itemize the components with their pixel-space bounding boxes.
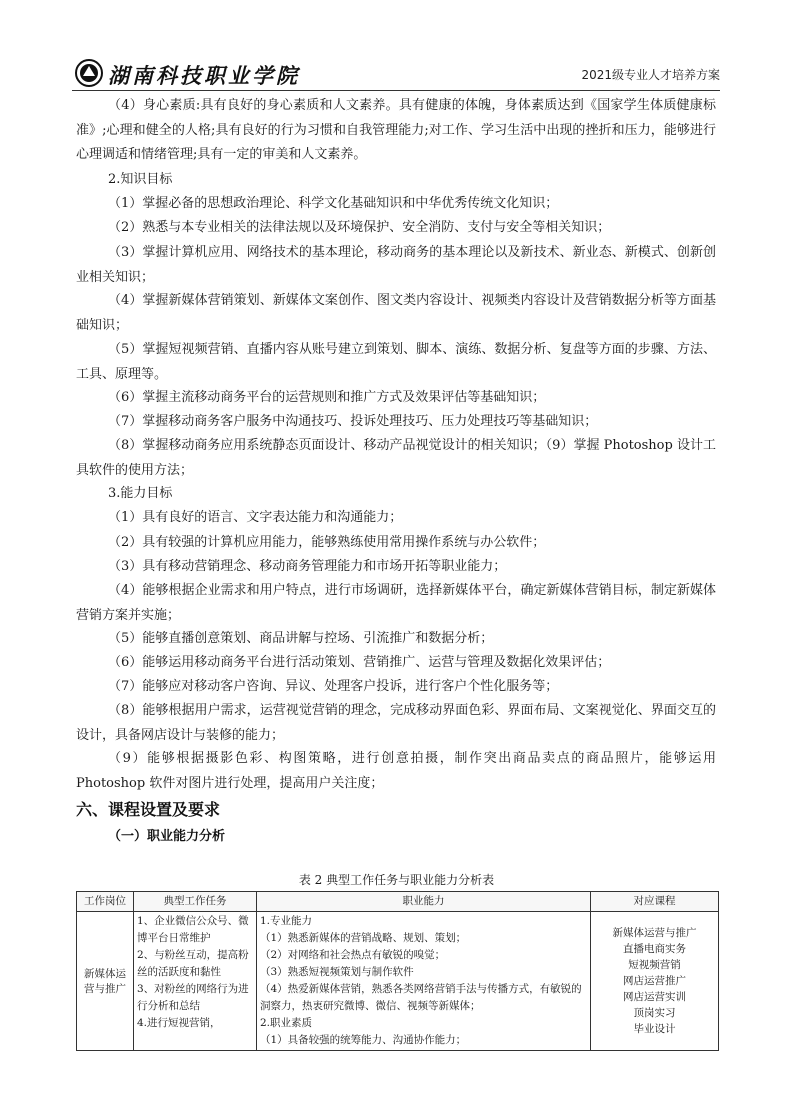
ability-item-6: （6）能够运用移动商务平台进行活动策划、营销推广、运营与管理及数据化效果评估； (108, 655, 611, 670)
task-item: 1、企业微信公众号、微博平台日常维护 (137, 915, 249, 944)
ability-line: （2）对网络和社会热点有敏锐的嗅觉； (260, 949, 446, 961)
ability-line: （1）具备较强的统筹能力、沟通协作能力； (260, 1034, 467, 1046)
header-job-post: 工作岗位 (77, 892, 134, 912)
task-item: 3、对粉丝的网络行为进行分析和总结 (137, 983, 249, 1012)
course-item: 短视频营销 (628, 959, 681, 971)
course-item: 直播电商实务 (623, 943, 686, 955)
table-header-row (77, 892, 719, 912)
knowledge-item-5: （5）掌握短视频营销、直播内容从账号建立到策划、脚本、演练、数据分析、复盘等方面的步骤、方法、工具、原理等。 (76, 342, 716, 382)
ability-line: （1）熟悉新媒体的营销战略、规划、策划； (260, 932, 467, 944)
header-course: 对应课程 (591, 892, 719, 912)
ability-line: 1.专业能力 (260, 915, 313, 927)
section-subheading: （一）职业能力分析 (108, 829, 226, 844)
knowledge-item-7: （7）掌握移动商务客户服务中沟通技巧、投诉处理技巧、压力处理技巧等基础知识； (108, 414, 598, 429)
ability-item-2: （2）具有较强的计算机应用能力，能够熟练使用常用操作系统与办公软件； (108, 535, 546, 550)
course-item: 网店运营推广 (623, 975, 686, 987)
heading-knowledge-goals: 2.知识目标 (108, 172, 173, 187)
task-cell (134, 912, 257, 1051)
knowledge-item-2: （2）熟悉与本专业相关的法律法规以及环境保护、安全消防、支付与安全等相关知识； (108, 220, 611, 235)
ability-item-1: （1）具有良好的语言、文字表达能力和沟通能力； (108, 510, 403, 525)
ability-line: （4）热爱新媒体营销，熟悉各类网络营销手法与传播方式，有敏锐的洞察力，热衷研究微博、微信、视频等新媒体； (260, 983, 582, 1012)
ability-item-4: （4）能够根据企业需求和用户特点，进行市场调研，选择新媒体平台，确定新媒体营销目标，制定新媒体营销方案并实施； (76, 583, 716, 623)
job-ability-table (76, 891, 719, 1051)
task-item: 2、与粉丝互动，提高粉丝的活跃度和黏性 (137, 949, 249, 978)
ability-item-3: （3）具有移动营销理念、移动商务管理能力和市场开拓等职业能力； (108, 559, 507, 574)
ability-item-7: （7）能够应对移动客户咨询、异议、处理客户投诉，进行客户个性化服务等； (108, 679, 559, 694)
heading-ability-goals: 3.能力目标 (108, 486, 173, 501)
ability-line: 2.职业素质 (260, 1017, 313, 1029)
course-item: 新媒体运营与推广 (612, 927, 697, 939)
course-cell (591, 912, 719, 1051)
ability-cell (257, 912, 591, 1051)
course-item: 顶岗实习 (633, 1007, 676, 1019)
knowledge-item-1: （1）掌握必备的思想政治理论、科学文化基础知识和中华优秀传统文化知识； (108, 196, 559, 211)
knowledge-item-8-9: （8）掌握移动商务应用系统静态页面设计、移动产品视觉设计的相关知识；（9）掌握 Photoshop 设计工具软件的使用方法； (76, 438, 716, 478)
document-title: 2021级专业人才培养方案 (581, 68, 720, 82)
school-name: 湖南科技职业学院 (108, 63, 300, 88)
school-logo-icon (74, 58, 104, 88)
table-row (77, 912, 719, 1051)
header-ability: 职业能力 (257, 892, 591, 912)
course-item: 网店运营实训 (623, 991, 686, 1003)
job-post-cell: 新媒体运营与推广 (77, 912, 134, 1051)
paragraph-physical-mental: （4）身心素质:具有良好的身心素质和人文素养。具有健康的体魄，身体素质达到《国家学生体质健康标准》;心理和健全的人格;具有良好的行为习惯和自我管理能力;对工作、学习生活中出现的挫折和压力，能够进行心理调适和情绪管理;具有一定的审美和人文素养。 (76, 98, 716, 162)
knowledge-item-3: （3）掌握计算机应用、网络技术的基本理论，移动商务的基本理论以及新技术、新业态、新模式、创新创业相关知识； (76, 245, 716, 285)
ability-item-9: （9）能够根据摄影色彩、构图策略，进行创意拍摄，制作突出商品卖点的商品照片，能够运用 Photoshop 软件对图片进行处理，提高用户关注度； (76, 751, 716, 791)
ability-line: （3）熟悉短视频策划与制作软件 (260, 966, 414, 978)
knowledge-item-4: （4）掌握新媒体营销策划、新媒体文案创作、图文类内容设计、视频类内容设计及营销数据分析等方面基础知识； (76, 293, 716, 333)
course-item: 毕业设计 (633, 1023, 676, 1035)
knowledge-item-6: （6）掌握主流移动商务平台的运营规则和推广方式及效果评估等基础知识； (108, 390, 546, 405)
task-item: 4.进行短视营销， (137, 1017, 221, 1029)
ability-item-5: （5）能够直播创意策划、商品讲解与控场、引流推广和数据分析； (108, 631, 494, 646)
header-typical-task: 典型工作任务 (134, 892, 257, 912)
section-heading: 六、课程设置及要求 (76, 800, 221, 819)
ability-item-8: （8）能够根据用户需求，运营视觉营销的理念，完成移动界面色彩、界面布局、文案视觉化、界面交互的设计，具备网店设计与装修的能力； (76, 703, 716, 743)
table-caption: 表 2 典型工作任务与职业能力分析表 (298, 873, 495, 887)
page-header (72, 56, 720, 91)
